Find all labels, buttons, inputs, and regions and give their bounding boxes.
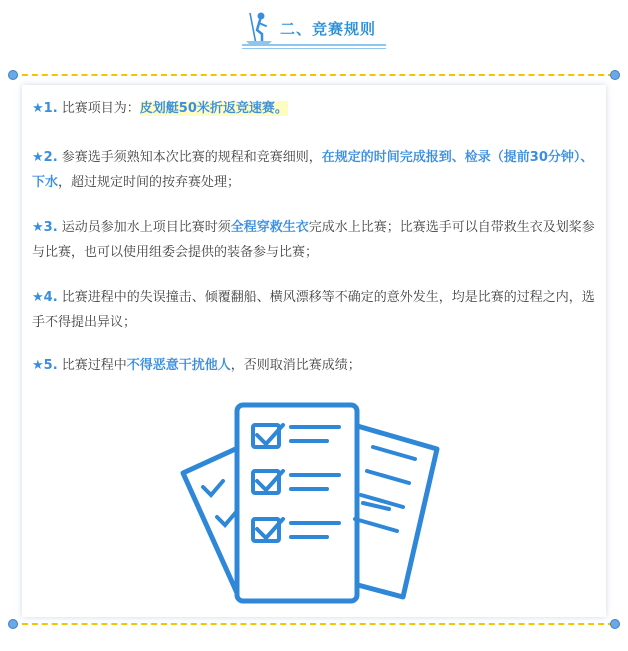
rule-number: ★2. [32,150,58,165]
rule-item-5 [32,353,598,378]
top-left-dot [8,70,18,80]
top-right-dot [610,70,620,80]
title-underline-thin [242,48,386,49]
rule-item-1 [32,96,598,121]
rule-text: 比赛过程中 [57,358,127,373]
rule-text: 比赛进程中的失误撞击、倾覆翻船、横风漂移等不确定的意外发生，均是比赛的过程之内，选手不得提出异议； [32,290,595,330]
rule-text: ，超过规定时间的按弃赛处理； [58,175,241,190]
rule-text: 完成水上比赛；比赛选手可以自带救生衣及划桨参与比赛，也可以使用组委会提供的装备参与比赛； [32,220,595,260]
rule-text: 运动员参加水上项目比赛时须 [57,220,231,235]
rule-highlight: 全程穿救生衣 [230,220,309,235]
rule-text: ，否则取消比赛成绩； [230,358,361,373]
rules-card [22,85,606,617]
title-underline [242,44,386,46]
checklist-documents-icon [177,397,447,607]
bottom-left-dot [8,619,18,629]
section-title: 二、竞赛规则 [280,20,377,38]
rule-text: 参赛选手须熟知本次比赛的规程和竞赛细则， [57,150,322,165]
rule-text: 比赛项目为： [57,101,140,116]
rule-item-2 [32,145,598,195]
boat-rower-icon [244,10,274,48]
rule-number: ★5. [32,358,58,373]
bottom-dashed-divider [12,623,614,625]
top-dashed-divider [12,74,614,76]
rule-highlight: 不得恶意干扰他人 [126,358,231,373]
rule-number: ★3. [32,220,58,235]
rule-highlight: 在规定的时间完成报到、检录（提前30分钟）、下水 [32,150,594,190]
rule-item-4 [32,285,598,335]
rule-item-3 [32,215,598,265]
rule-highlight: 皮划艇50米折返竞速赛。 [139,101,288,116]
bottom-right-dot [610,619,620,629]
rule-number: ★1. [32,101,58,116]
section-header [0,8,628,52]
rule-number: ★4. [32,290,58,305]
